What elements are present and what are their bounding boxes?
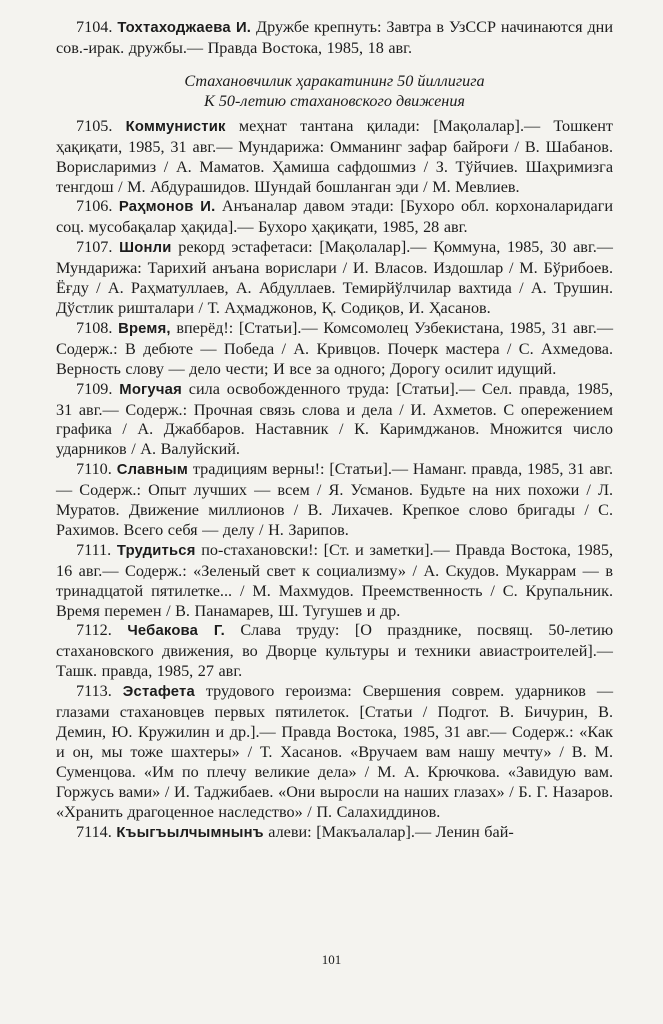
entry-heading: Эстафета xyxy=(122,684,195,701)
entry-text: Анъаналар давом этади: [Бухоро обл. корхоналаридаги соц. мусобақалар ҳақида].— Бухоро ҳақиқати, 1985, 28 авг. xyxy=(56,197,614,237)
entry-text: трудового героизма: Свершения соврем. ударников — глазами стахановцев первых пятилеток. [Статьи / Подгот. В. Бичурин, В. Демин, Ю. Кружилин и др.].— Правда Востока, 1985, 31 авг.— Содерж.: «Как и он, мы тоже шахтеры» / Т. Хасанов. «Вручаем вам нашу мечту» / В. М. Суменцова. «Им по плечу великие дела» / М. А. Крючкова. «Завидую вам. Горжусь вами» / И. Таджибаев. «Они выросли на наших глазах» / Б. Г. Назаров. «Хранить драгоценное наследство» / П. Салахиддинов. xyxy=(56,682,614,821)
bibliography-entry xyxy=(56,682,613,822)
section-heading-uzbek: Стахановчилик ҳаракатининг 50 йиллигига xyxy=(184,71,485,90)
entry-heading: Славным xyxy=(116,462,189,479)
entry-heading: Шонли xyxy=(119,240,172,257)
page-number: 101 xyxy=(321,952,342,967)
entry-heading: Коммунистик xyxy=(125,118,226,135)
entry-heading: Къыгъылчымнынъ xyxy=(116,824,264,841)
entry-number: 7111. xyxy=(76,540,112,559)
bibliography-entry xyxy=(56,319,613,380)
entry-number: 7106. xyxy=(76,197,113,216)
entry-text: рекорд эстафетаси: [Мақолалар].— Қоммуна, 1985, 30 авг.— Мундарижа: Тарихий анъана ворислари / И. Власов. Издошлар / М. Бўрибоев. Ёғду / А. Раҳматуллаев, А. Абдуллаев. Темирйўлчилар вахтида / А. Трушин. Дўстлик ришталари / Т. Аҳмаджонов, Қ. Содиқов, И. Ҳасанов. xyxy=(56,238,613,317)
entry-text: Слава труду: [О празднике, посвящ. 50-летию стахановского движения, во Дворце культуры и техники авиастроителей].— Ташк. правда, 1985, 27 авг. xyxy=(56,621,614,681)
entry-text: сила освобожденного труда: [Статьи].— Сел. правда, 1985, 31 авг.— Содерж.: Прочная связь слова и дела / И. Ахметов. С опережением графика / А. Джаббаров. Наставник / К. Каримджанов. Множится число ударников / А. Валуйский. xyxy=(56,379,613,459)
bibliography-entry xyxy=(56,823,613,844)
entry-text: меҳнат тантана қилади: [Мақолалар].— Тошкент ҳақиқати, 1985, 31 авг.— Мундарижа: Омманинг зафар байроғи / В. Шабанов. Ворисларимиз / А. Маматов. Ҳамиша сафдошмиз / З. Тўйчиев. Шаҳримизга тенгдош / М. Абдурашидов. Шундай бошланган эди / М. Мевлиев. xyxy=(56,116,613,196)
bibliography-entry xyxy=(56,197,613,238)
entry-heading: Могучая xyxy=(119,381,182,398)
bibliography-entry xyxy=(56,380,613,461)
entry-number: 7104. xyxy=(76,18,113,36)
section-heading-russian: К 50-летию стахановского движения xyxy=(204,91,465,110)
entry-number: 7112. xyxy=(76,621,112,640)
bibliography-entry xyxy=(56,18,613,59)
entry-number: 7114. xyxy=(76,822,112,841)
bibliography-entry xyxy=(56,621,613,682)
entry-text: Дружбе крепнуть: Завтра в УзССР начинаются дни сов.-ирак. дружбы.— Правда Востока, 1985, 18 авг. xyxy=(56,18,614,57)
bibliography-entry xyxy=(56,541,613,622)
entry-text: алеви: [Макъалалар].— Ленин бай- xyxy=(268,822,514,841)
bibliography-entry xyxy=(56,117,613,198)
entry-number: 7108. xyxy=(76,318,113,337)
entry-number: 7109. xyxy=(76,379,113,398)
entry-text: вперёд!: [Статьи].— Комсомолец Узбекистана, 1985, 31 авг.— Содерж.: В дебюте — Победа / А. Кривцов. Почерк мастера / С. Ахмедова. Верность слову — дело чести; И все за одного; Дорогу осилит идущий. xyxy=(56,318,614,378)
entry-number: 7110. xyxy=(76,460,112,479)
bibliography-entry xyxy=(56,238,613,319)
entry-heading: Время, xyxy=(118,320,171,337)
entry-number: 7105. xyxy=(76,116,113,135)
entry-number: 7113. xyxy=(76,682,112,701)
entry-text: по-стахановски!: [Ст. и заметки].— Правда Востока, 1985, 16 авг.— Содерж.: «Зеленый свет к социализму» / А. Скудов. Мукаррам — в тринадцатой пятилетке... / М. Махмудов. Преемственность / С. Крупальник. Время перемен / В. Панамарев, Ш. Тугушев и др. xyxy=(56,540,614,620)
entry-number: 7107. xyxy=(76,238,113,257)
entry-heading: Чебакова Г. xyxy=(127,623,225,640)
entry-heading: Тохтаходжаева И. xyxy=(117,20,252,36)
entry-heading: Трудиться xyxy=(116,542,196,559)
section-heading xyxy=(56,71,613,111)
bibliography-entry xyxy=(56,460,613,541)
entry-heading: Раҳмонов И. xyxy=(118,199,216,216)
entry-text: традициям верны!: [Статьи].— Наманг. правда, 1985, 31 авг.— Содерж.: Опыт лучших — всем / Я. Усманов. Будьте на них похожи / Л. Муратов. Движение миллионов / В. Лихачев. Крепкое слово бригады / С. Рахимов. Всего себя — делу / Н. Зарипов. xyxy=(56,460,614,539)
